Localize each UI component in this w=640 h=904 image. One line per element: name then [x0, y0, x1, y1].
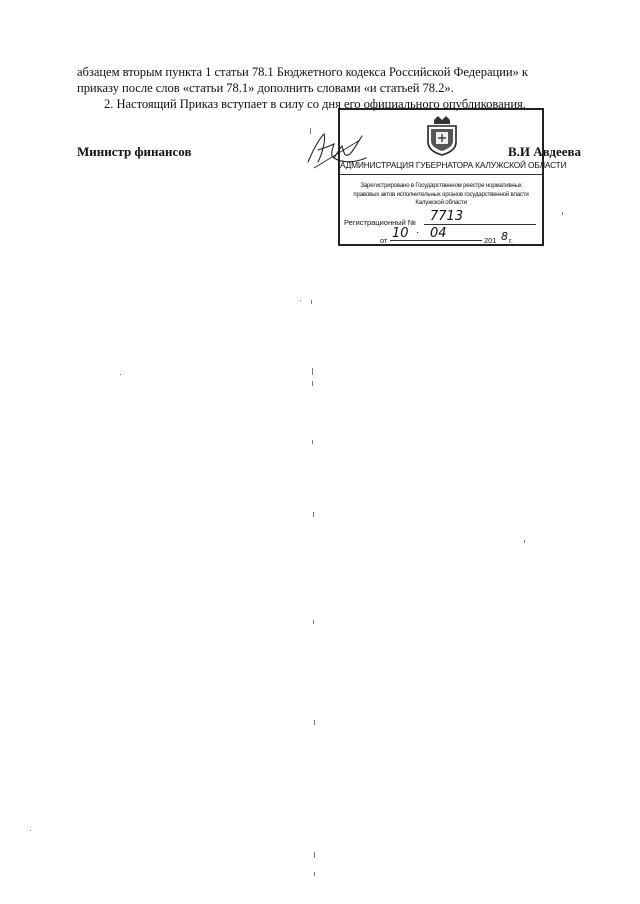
stamp-date-month: 04 — [430, 226, 447, 241]
stamp-year-suffix: г. — [509, 236, 513, 245]
paragraph-1-line-2: приказу после слов «статьи 78.1» дополнить словами «и статьей 78.2». — [77, 81, 454, 95]
stamp-year-prefix: 201 — [484, 236, 497, 245]
stamp-reg-number: 7713 — [424, 209, 536, 225]
stamp-text-line: Калужской области — [415, 199, 467, 207]
stamp-year-handwritten: 8 — [501, 230, 508, 243]
stamp-text-line: Зарегистрировано в Государственном реестре нормативных — [360, 182, 522, 189]
stamp-date-day: 10 — [392, 226, 409, 241]
signer-position: Министр финансов — [77, 144, 192, 159]
stamp-date-dot: · — [416, 228, 420, 239]
stamp-header: АДМИНИСТРАЦИЯ ГУБЕРНАТОРА КАЛУЖСКОЙ ОБЛАСТИ — [340, 160, 567, 170]
stamp-date-prefix: от — [380, 236, 388, 245]
paragraph-1-line-1: абзацем вторым пункта 1 статьи 78.1 Бюджетного кодекса Российской Федерации» к — [77, 65, 528, 79]
signer-name: В.И Авдеева — [508, 144, 582, 159]
stamp-text-line: правовых актов исполнительных органов государственной власти — [353, 190, 529, 198]
paragraph-2: 2. Настоящий Приказ вступает в силу со дня его официального опубликования. — [104, 97, 526, 111]
stamp-reg-label: Регистрационный № — [344, 218, 416, 227]
